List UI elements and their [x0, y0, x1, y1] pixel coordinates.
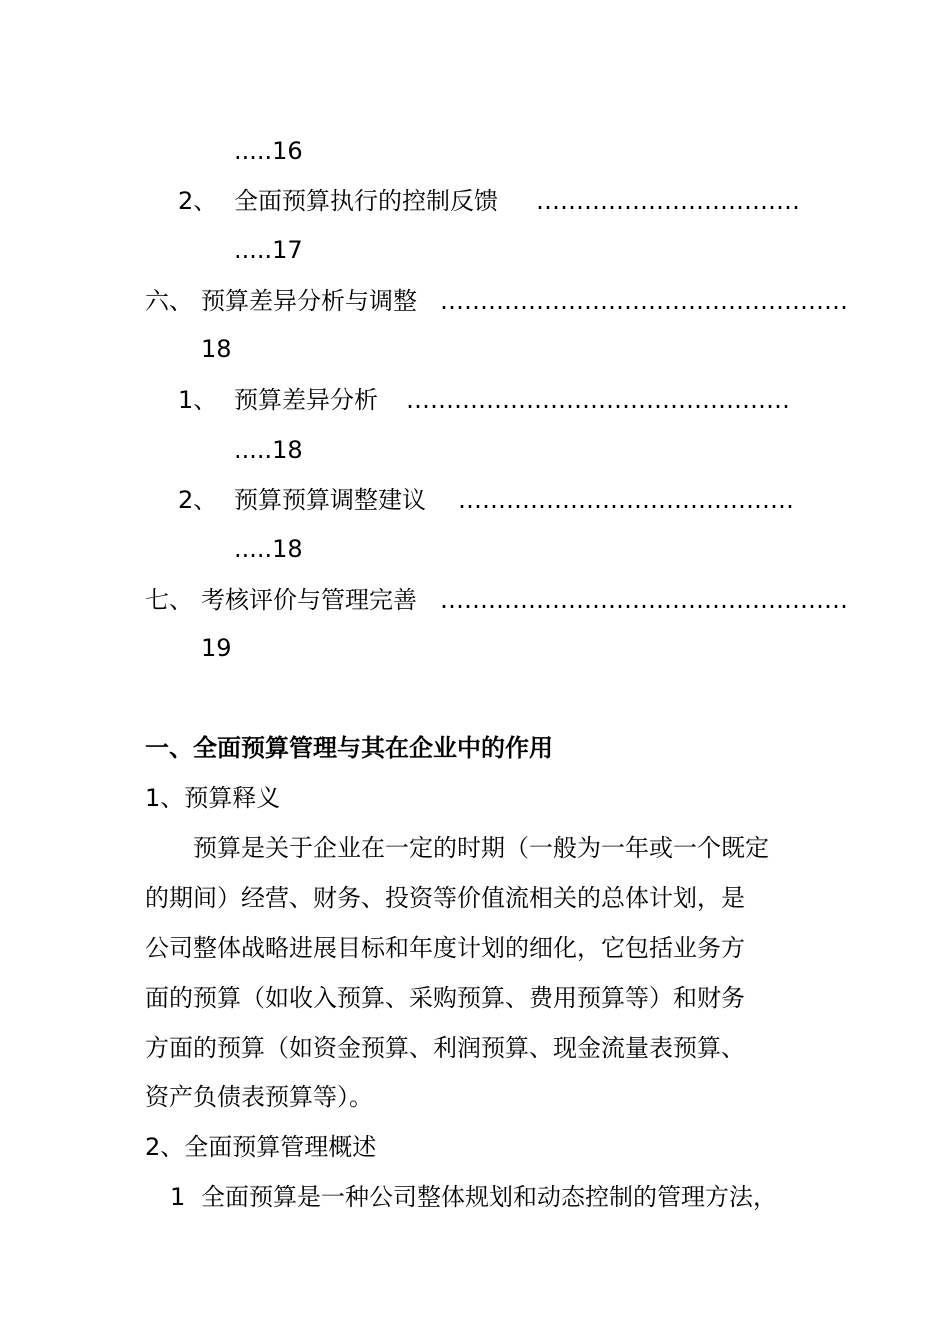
toc-entry-title: 考核评价与管理完善: [201, 586, 417, 614]
list-item-text: 全面预算是一种公司整体规划和动态控制的管理方法，: [201, 1183, 777, 1211]
toc-page-number: .....18: [234, 436, 303, 464]
toc-leader-dots: ……………………………………: [458, 486, 794, 514]
subsection-heading: 1、预算释义: [145, 784, 281, 812]
toc-entry-title: 预算差异分析: [234, 386, 378, 414]
toc-entry-title: 预算差异分析与调整: [201, 287, 417, 315]
toc-leader-dots: ……………………………………………: [440, 586, 848, 614]
paragraph-line: 方面的预算（如资金预算、利润预算、现金流量表预算、: [145, 1034, 745, 1062]
toc-page-number: .....18: [234, 535, 303, 563]
toc-entry-title: 预算预算调整建议: [234, 486, 426, 514]
toc-leader-dots: …………………………………………: [406, 386, 790, 414]
toc-leader-dots: ……………………………: [536, 187, 800, 215]
toc-entry-number: 2、: [178, 187, 218, 215]
toc-entry-number: 1、: [178, 386, 218, 414]
toc-entry-title: 全面预算执行的控制反馈: [234, 187, 498, 215]
paragraph-line: 预算是关于企业在一定的时期（一般为一年或一个既定: [193, 834, 769, 862]
toc-page-number: .....17: [234, 236, 303, 264]
paragraph-line: 资产负债表预算等）。: [145, 1083, 373, 1111]
section-heading: 一、全面预算管理与其在企业中的作用: [145, 734, 553, 762]
toc-entry-number: 六、: [145, 287, 193, 315]
toc-entry-number: 七、: [145, 586, 193, 614]
paragraph-line: 的期间）经营、财务、投资等价值流相关的总体计划，是: [145, 884, 745, 912]
paragraph-line: 面的预算（如收入预算、采购预算、费用预算等）和财务: [145, 984, 745, 1012]
toc-page-number: 19: [201, 634, 232, 662]
toc-page-number: .....16: [234, 137, 303, 165]
list-item-number: 1: [170, 1183, 186, 1211]
toc-page-number: 18: [201, 335, 232, 363]
subsection-heading: 2、全面预算管理概述: [145, 1133, 377, 1161]
paragraph-line: 公司整体战略进展目标和年度计划的细化，它包括业务方: [145, 934, 745, 962]
toc-entry-number: 2、: [178, 486, 218, 514]
toc-leader-dots: ……………………………………………: [440, 287, 848, 315]
